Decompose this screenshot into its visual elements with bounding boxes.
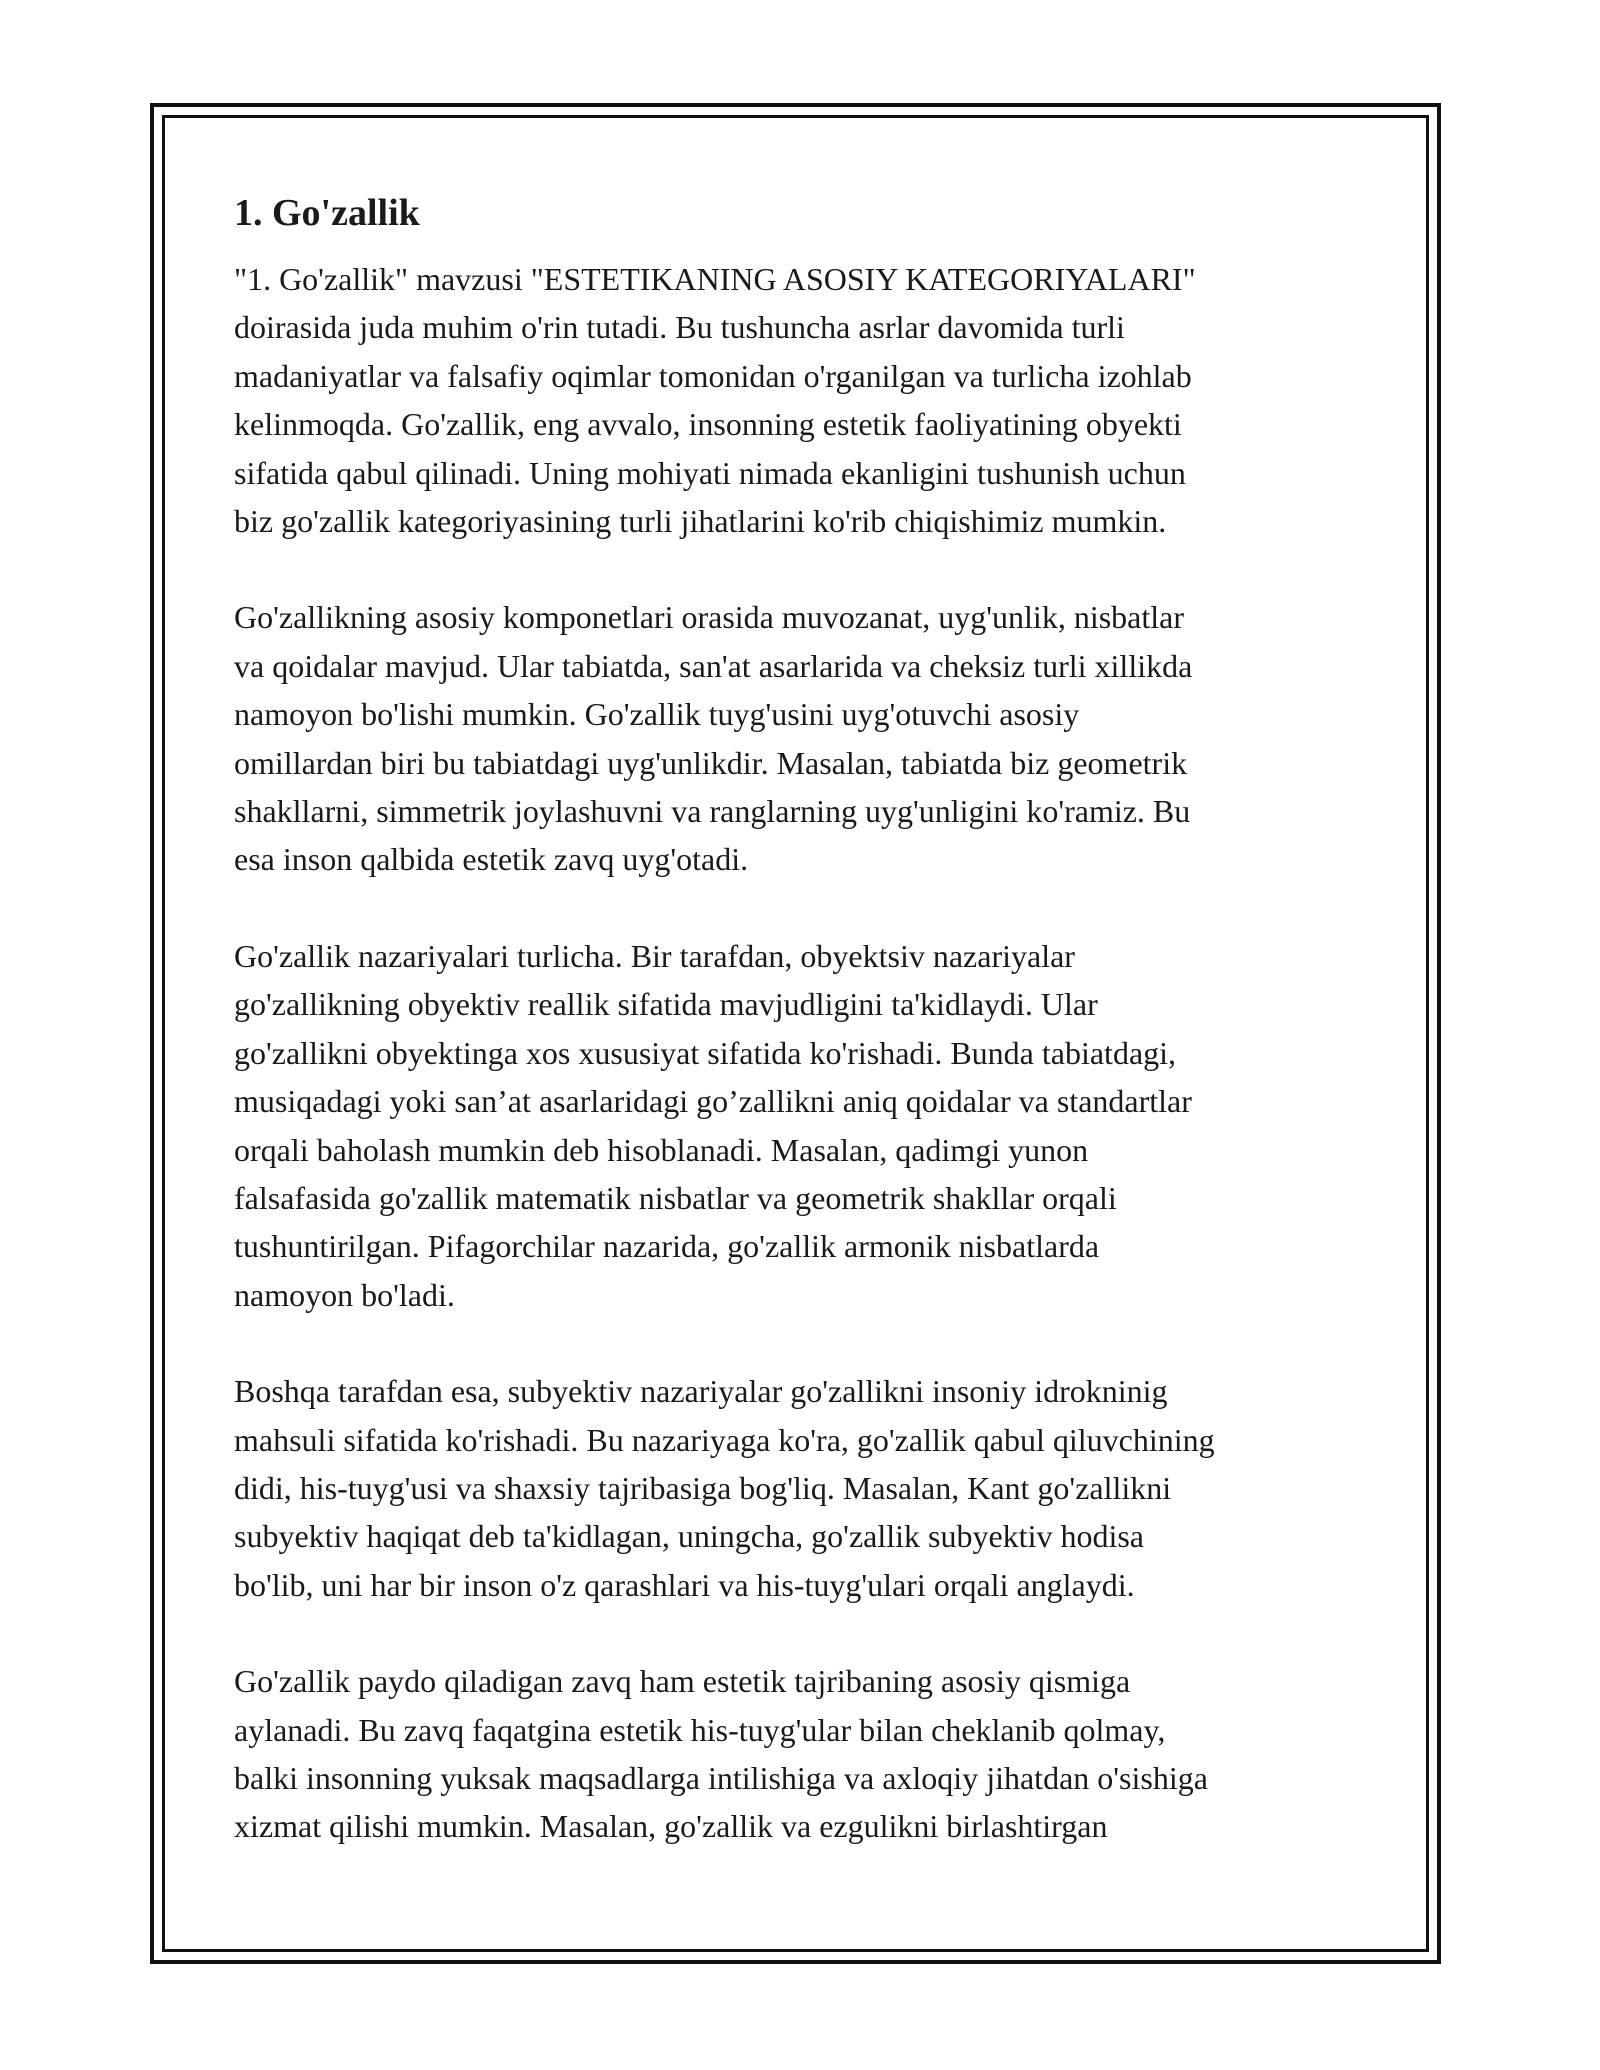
- text-line: Boshqa tarafdan esa, subyektiv nazariyalar go'zallikni insoniy idrokninig: [234, 1373, 1168, 1410]
- text-line: balki insonning yuksak maqsadlarga intilishiga va axloqiy jihatdan o'sishiga: [234, 1759, 1208, 1796]
- text-line: kelinmoqda. Go'zallik, eng avvalo, insonning estetik faoliyatining obyekti: [234, 406, 1182, 443]
- section-heading: 1. Go'zallik: [234, 192, 420, 234]
- text-line: subyektiv haqiqat deb ta'kidlagan, uningcha, go'zallik subyektiv hodisa: [234, 1518, 1144, 1555]
- text-line: didi, his-tuyg'usi va shaxsiy tajribasiga bog'liq. Masalan, Kant go'zallikni: [234, 1469, 1172, 1506]
- text-line: Go'zallik paydo qiladigan zavq ham estetik tajribaning asosiy qismiga: [234, 1663, 1131, 1700]
- paragraph-list: [234, 255, 1364, 1851]
- text-line: namoyon bo'lishi mumkin. Go'zallik tuyg'usini uyg'otuvchi asosiy: [234, 696, 1080, 733]
- paragraph: [234, 593, 1364, 883]
- text-line: namoyon bo'ladi.: [234, 1276, 455, 1313]
- text-line: go'zallikning obyektiv reallik sifatida mavjudligini ta'kidlaydi. Ular: [234, 986, 1098, 1023]
- text-line: orqali baholash mumkin deb hisoblanadi. Masalan, qadimgi yunon: [234, 1131, 1089, 1168]
- document-body: [234, 185, 1364, 1899]
- text-line: Go'zallikning asosiy komponetlari orasida muvozanat, uyg'unlik, nisbatlar: [234, 599, 1184, 636]
- text-line: "1. Go'zallik" mavzusi "ESTETIKANING ASOSIY KATEGORIYALARI": [234, 261, 1196, 297]
- paragraph: [234, 932, 1364, 1319]
- paragraph: [234, 1367, 1364, 1609]
- text-line: xizmat qilishi mumkin. Masalan, go'zallik va ezgulikni birlashtirgan: [234, 1808, 1108, 1845]
- paragraph: [234, 255, 1364, 545]
- text-line: bo'lib, uni har bir inson o'z qarashlari va his-tuyg'ulari orqali anglaydi.: [234, 1566, 1135, 1603]
- text-line: omillardan biri bu tabiatdagi uyg'unlikdir. Masalan, tabiatda biz geometrik: [234, 744, 1188, 781]
- text-line: musiqadagi yoki san’at asarlaridagi go’zallikni aniq qoidalar va standartlar: [234, 1083, 1192, 1120]
- text-line: mahsuli sifatida ko'rishadi. Bu nazariyaga ko'ra, go'zallik qabul qiluvchining: [234, 1421, 1215, 1458]
- text-line: va qoidalar mavjud. Ular tabiatda, san'at asarlarida va cheksiz turli xillikda: [234, 647, 1193, 684]
- text-line: shakllarni, simmetrik joylashuvni va ranglarning uyg'unligini ko'ramiz. Bu: [234, 793, 1191, 830]
- paragraph: [234, 1657, 1364, 1851]
- text-line: go'zallikni obyektinga xos xususiyat sifatida ko'rishadi. Bunda tabiatdagi,: [234, 1034, 1177, 1071]
- text-line: aylanadi. Bu zavq faqatgina estetik his-tuyg'ular bilan cheklanib qolmay,: [234, 1711, 1166, 1748]
- text-line: falsafasida go'zallik matematik nisbatlar va geometrik shakllar orqali: [234, 1179, 1117, 1216]
- text-line: esa inson qalbida estetik zavq uyg'otadi.: [234, 841, 749, 878]
- text-line: Go'zallik nazariyalari turlicha. Bir tarafdan, obyektsiv nazariyalar: [234, 937, 1075, 974]
- text-line: madaniyatlar va falsafiy oqimlar tomonidan o'rganilgan va turlicha izohlab: [234, 357, 1192, 394]
- text-line: biz go'zallik kategoriyasining turli jihatlarini ko'rib chiqishimiz mumkin.: [234, 503, 1167, 540]
- text-line: tushuntirilgan. Pifagorchilar nazarida, go'zallik armonik nisbatlarda: [234, 1228, 1100, 1265]
- text-line: sifatida qabul qilinadi. Uning mohiyati nimada ekanligini tushunish uchun: [234, 454, 1186, 491]
- text-line: doirasida juda muhim o'rin tutadi. Bu tushuncha asrlar davomida turli: [234, 309, 1125, 346]
